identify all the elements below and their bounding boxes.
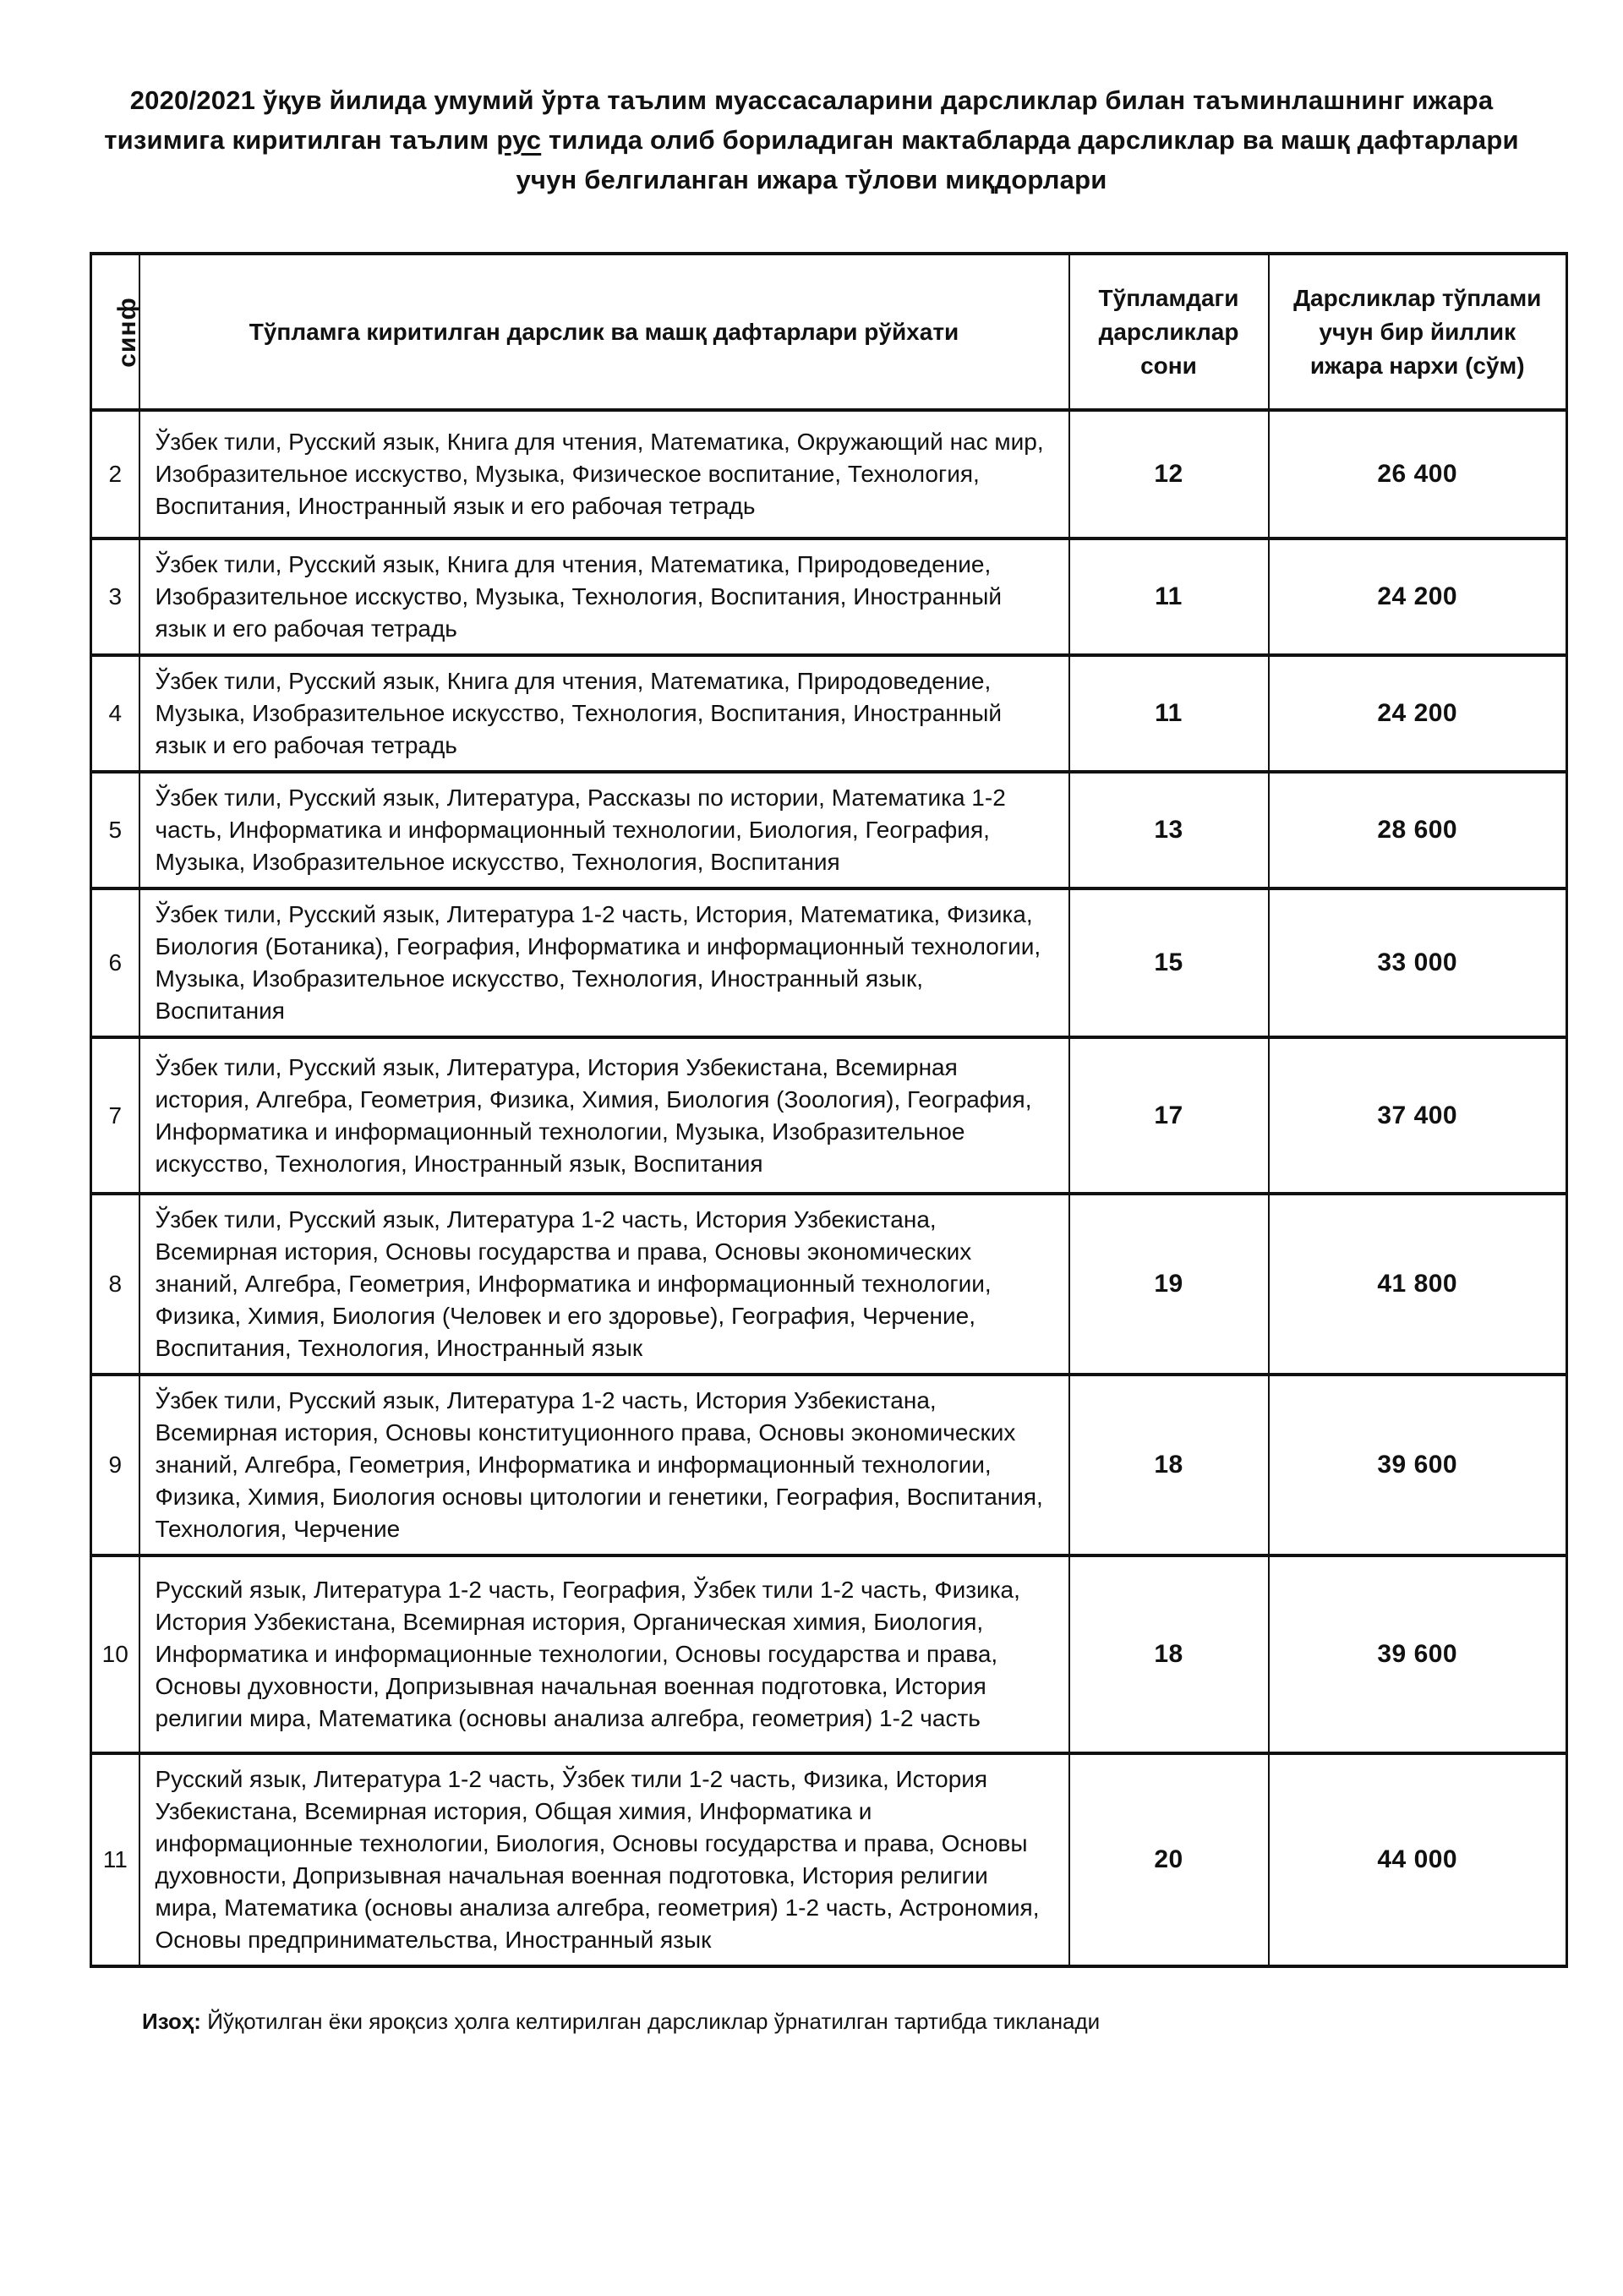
title-text-part2: тилида олиб бориладиган мактабларда дарсликлар ва машқ дафтарлари учун белгиланган ижара тўлови миқдорлари [516,125,1519,194]
table-header-row [91,254,1567,410]
booklist-value: Русский язык, Литература 1-2 часть, География, Ўзбек тили 1-2 часть, Физика, История Узбекистана, Всемирная история, Органическая химия, Биология, Информатика и информационные технологии, Основы государства и права, Основы духовности, Допризывная начальная военная подготовка, История религии мира, Математика (основы анализа алгебра, геометрия) 1-2 часть [139,1555,1069,1753]
grade-value: 9 [91,1375,139,1555]
price-value: 44 000 [1269,1753,1567,1966]
grade-value: 8 [91,1194,139,1375]
grade-value: 3 [91,538,139,655]
booklist-value: Ўзбек тили, Русский язык, Литература, Рассказы по истории, Математика 1-2 часть, Информатика и информационный технологии, Биология, География, Музыка, Изобразительное искусство, Технология, Воспитания [139,772,1069,888]
price-value: 28 600 [1269,772,1567,888]
table-row-grade-3 [91,538,1567,655]
count-value: 18 [1069,1555,1269,1753]
booklist-value: Русский язык, Литература 1-2 часть, Ўзбек тили 1-2 часть, Физика, История Узбекистана, Всемирная история, Общая химия, Информатика и информационные технологии, Биология, Основы государства и права, Основы духовности, Допризывная начальная военная подготовка, История религии мира, Математика (основы анализа алгебра, геометрия) 1-2 часть, Астрономия, Основы предпринимательства, Иностранный язык [139,1753,1069,1966]
price-value: 33 000 [1269,888,1567,1037]
column-header-price: Дарсликлар тўплами учун бир йиллик ижара нархи (сўм) [1269,254,1567,410]
booklist-value: Ўзбек тили, Русский язык, Книга для чтения, Математика, Природоведение, Изобразительное исскуство, Музыка, Технология, Воспитания, Иностранный язык и его рабочая тетрадь [139,538,1069,655]
booklist-value: Ўзбек тили, Русский язык, Литература 1-2 часть, История, Математика, Физика, Биология (Ботаника), География, Информатика и информационный технологии, Музыка, Изобразительное искусство, Технология, Иностранный язык, Воспитания [139,888,1069,1037]
document-title [101,80,1522,200]
price-value: 41 800 [1269,1194,1567,1375]
table-row-grade-10 [91,1555,1567,1753]
table-row-grade-9 [91,1375,1567,1555]
table-row-grade-11 [91,1753,1567,1966]
column-header-booklist: Тўпламга киритилган дарслик ва машқ дафтарлари рўйхати [139,254,1069,410]
count-value: 19 [1069,1194,1269,1375]
grade-header-label: синф [112,296,141,368]
title-underlined-word: рус [496,125,542,155]
booklist-value: Ўзбек тили, Русский язык, Книга для чтения, Математика, Природоведение, Музыка, Изобразительное искусство, Технология, Воспитания, Иностранный язык и его рабочая тетрадь [139,655,1069,772]
table-row-grade-5 [91,772,1567,888]
textbook-rent-table [90,252,1568,1968]
grade-value: 11 [91,1753,139,1966]
grade-value: 6 [91,888,139,1037]
count-value: 11 [1069,538,1269,655]
footnote [142,2007,1623,2036]
price-value: 26 400 [1269,410,1567,538]
footnote-label: Изоҳ: [142,2009,201,2034]
title-text-part1: 2020/2021 ўқув йилида умумий ўрта таълим муассасаларини дарсликлар билан таъминлашнинг ижара тизимига киритилган таълим [104,85,1494,155]
count-value: 12 [1069,410,1269,538]
count-value: 17 [1069,1037,1269,1194]
price-value: 39 600 [1269,1375,1567,1555]
booklist-value: Ўзбек тили, Русский язык, Литература 1-2 часть, История Узбекистана, Всемирная история, Основы государства и права, Основы экономических знаний, Алгебра, Геометрия, Информатика и информационный технологии, Физика, Химия, Биология (Человек и его здоровье), География, Черчение, Воспитания, Технология, Иностранный язык [139,1194,1069,1375]
count-value: 15 [1069,888,1269,1037]
price-value: 24 200 [1269,655,1567,772]
table-row-grade-2 [91,410,1567,538]
table-row-grade-6 [91,888,1567,1037]
table-row-grade-4 [91,655,1567,772]
count-value: 11 [1069,655,1269,772]
grade-value: 10 [91,1555,139,1753]
booklist-value: Ўзбек тили, Русский язык, Книга для чтения, Математика, Окружающий нас мир, Изобразительное исскуство, Музыка, Физическое воспитание, Технология, Воспитания, Иностранный язык и его рабочая тетрадь [139,410,1069,538]
price-value: 39 600 [1269,1555,1567,1753]
price-value: 37 400 [1269,1037,1567,1194]
grade-value: 7 [91,1037,139,1194]
column-header-count: Тўпламдаги дарсликлар сони [1069,254,1269,410]
table-row-grade-7 [91,1037,1567,1194]
footnote-text: Йўқотилган ёки яроқсиз ҳолга келтирилган дарсликлар ўрнатилган тартибда тикланади [200,2009,1101,2034]
count-value: 13 [1069,772,1269,888]
grade-value: 5 [91,772,139,888]
booklist-value: Ўзбек тили, Русский язык, Литература, История Узбекистана, Всемирная история, Алгебра, Геометрия, Физика, Химия, Биология (Зоология), География, Информатика и информационный технологии, Музыка, Изобразительное искусство, Технология, Иностранный язык, Воспитания [139,1037,1069,1194]
grade-value: 4 [91,655,139,772]
count-value: 18 [1069,1375,1269,1555]
price-value: 24 200 [1269,538,1567,655]
column-header-grade [91,254,139,410]
booklist-value: Ўзбек тили, Русский язык, Литература 1-2 часть, История Узбекистана, Всемирная история, Основы конституционного права, Основы экономических знаний, Алгебра, Геометрия, Информатика и информационный технологии, Физика, Химия, Биология основы цитологии и генетики, География, Воспитания, Технология, Черчение [139,1375,1069,1555]
grade-value: 2 [91,410,139,538]
count-value: 20 [1069,1753,1269,1966]
table-row-grade-8 [91,1194,1567,1375]
